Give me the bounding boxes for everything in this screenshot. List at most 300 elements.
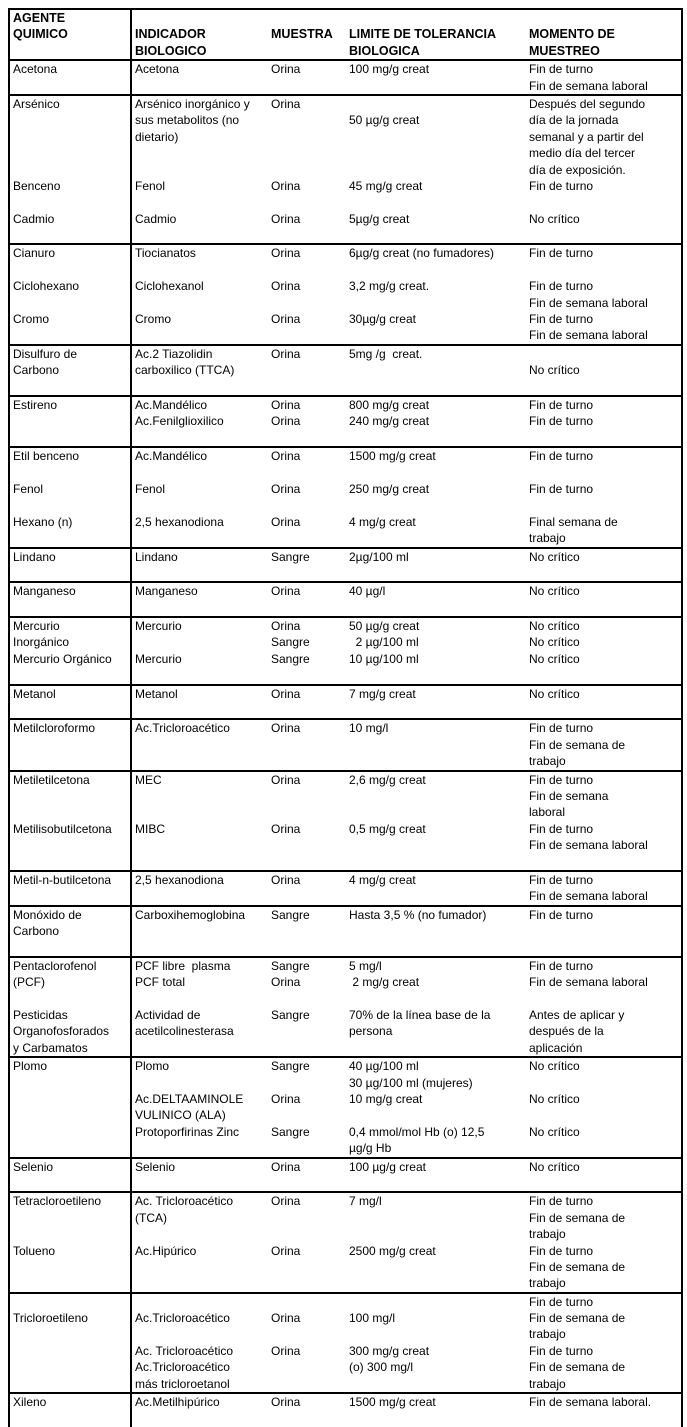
- table-line: [10, 362, 681, 378]
- agente-quimico-cell: [10, 162, 128, 178]
- indicador-biologico-cell: Ac.Tricloroacético: [135, 721, 230, 736]
- table-row-group: [10, 346, 681, 397]
- muestra-cell: [271, 262, 349, 278]
- table-row-group: [10, 686, 681, 721]
- momento-muestreo-cell: Fin de turno: [529, 178, 594, 193]
- limite-tolerancia-cell: [349, 129, 529, 145]
- agente-quimico-cell: Inorgánico: [13, 635, 70, 650]
- agente-quimico-cell: Tricloroetileno: [13, 1311, 88, 1326]
- muestra-cell: [271, 1410, 349, 1426]
- muestra-cell: Orina: [271, 1194, 301, 1209]
- muestra-cell: [271, 854, 349, 870]
- limite-tolerancia-cell: 5µg/g creat: [349, 211, 410, 226]
- muestra-cell: [271, 1175, 349, 1191]
- agente-quimico-cell: Disulfuro de: [13, 346, 78, 361]
- table-line: [10, 872, 681, 888]
- table-line: [10, 686, 681, 702]
- momento-muestreo-cell: laboral: [529, 805, 566, 820]
- limite-tolerancia-cell: 0,5 mg/g creat: [349, 821, 426, 836]
- limite-tolerancia-cell: [349, 1326, 529, 1342]
- table-line: [10, 530, 681, 546]
- limite-tolerancia-cell: [349, 194, 529, 210]
- table-line: [10, 1243, 681, 1259]
- limite-tolerancia-cell: 100 mg/l: [349, 1311, 396, 1326]
- indicador-biologico-cell: 2,5 hexanodiona: [135, 514, 224, 529]
- table-line: [10, 1310, 681, 1326]
- table-line: [10, 1275, 681, 1291]
- table-line: [10, 465, 681, 481]
- indicador-biologico-cell: VULINICO (ALA): [135, 1108, 226, 1123]
- agente-quimico-cell: AGENTE: [13, 11, 66, 25]
- agente-quimico-cell: [10, 788, 128, 804]
- momento-muestreo-cell: Fin de semana de: [529, 1210, 626, 1225]
- muestra-cell: [271, 1294, 349, 1310]
- table-line: [10, 1023, 681, 1039]
- agente-quimico-cell: Hexano (n): [13, 514, 73, 529]
- table-line: [10, 720, 681, 736]
- table-line: [10, 327, 681, 343]
- muestra-cell: [271, 10, 349, 26]
- indicador-biologico-cell: Lindano: [135, 549, 178, 564]
- muestra-cell: [271, 227, 349, 243]
- momento-muestreo-cell: trabajo: [529, 531, 566, 546]
- momento-muestreo-cell: [529, 1410, 675, 1426]
- muestra-cell: Sangre: [271, 651, 310, 666]
- momento-muestreo-cell: día de la jornada: [529, 113, 619, 128]
- indicador-biologico-cell: [130, 888, 271, 904]
- indicador-biologico-cell: Fenol: [135, 178, 166, 193]
- momento-muestreo-cell: No crítico: [529, 549, 580, 564]
- indicador-biologico-cell: MIBC: [135, 821, 165, 836]
- table-line: [10, 211, 681, 227]
- muestra-cell: [271, 1023, 349, 1039]
- muestra-cell: [271, 362, 349, 378]
- indicador-biologico-cell: acetilcolinesterasa: [135, 1024, 234, 1039]
- indicador-biologico-cell: [130, 804, 271, 820]
- limite-tolerancia-cell: (o) 300 mg/l: [349, 1360, 414, 1375]
- table-line: [10, 837, 681, 853]
- limite-tolerancia-cell: 100 mg/g creat: [349, 62, 430, 77]
- momento-muestreo-cell: Fin de semana laboral: [529, 78, 648, 93]
- muestra-cell: [271, 1226, 349, 1242]
- momento-muestreo-cell: Fin de semana de: [529, 737, 626, 752]
- indicador-biologico-cell: Ac.Mandélico: [135, 449, 208, 464]
- agente-quimico-cell: Metil-n-butilcetona: [13, 872, 112, 887]
- table-line: [10, 702, 681, 718]
- momento-muestreo-cell: Fin de semana de: [529, 1311, 626, 1326]
- indicador-biologico-cell: [130, 923, 271, 939]
- indicador-biologico-cell: BIOLOGICO: [135, 43, 207, 58]
- momento-muestreo-cell: después de la: [529, 1024, 604, 1039]
- table-line: [10, 227, 681, 243]
- momento-muestreo-cell: Fin de turno: [529, 279, 594, 294]
- indicador-biologico-cell: 2,5 hexanodiona: [135, 872, 224, 887]
- agente-quimico-cell: [10, 939, 128, 955]
- agente-quimico-cell: [10, 1326, 128, 1342]
- table-line: [10, 430, 681, 446]
- table-row-group: [10, 958, 681, 1058]
- agente-quimico-cell: [10, 78, 128, 94]
- momento-muestreo-cell: [529, 1075, 675, 1091]
- agente-quimico-cell: [10, 430, 128, 446]
- table-line: [10, 1058, 681, 1074]
- table-row-group: [10, 245, 681, 345]
- indicador-biologico-cell: Ac.Tricloroacético: [135, 1360, 230, 1375]
- agente-quimico-cell: Fenol: [13, 481, 44, 496]
- momento-muestreo-cell: [529, 346, 675, 362]
- agente-quimico-cell: [10, 1343, 128, 1359]
- muestra-cell: [271, 497, 349, 513]
- indicador-biologico-cell: Ac.Mandélico: [135, 397, 208, 412]
- limite-tolerancia-cell: Hasta 3,5 % (no fumador): [349, 907, 487, 922]
- momento-muestreo-cell: [529, 565, 675, 581]
- limite-tolerancia-cell: [349, 788, 529, 804]
- indicador-biologico-cell: Plomo: [135, 1059, 170, 1074]
- agente-quimico-cell: [10, 1275, 128, 1291]
- muestra-cell: [271, 430, 349, 446]
- table-line: [10, 974, 681, 990]
- table-line: [10, 1376, 681, 1392]
- muestra-cell: [271, 1359, 349, 1375]
- agente-quimico-cell: Pesticidas: [13, 1008, 68, 1023]
- table-row-group: [10, 583, 681, 618]
- muestra-cell: Orina: [271, 821, 301, 836]
- limite-tolerancia-cell: [349, 804, 529, 820]
- limite-tolerancia-cell: 3,2 mg/g creat.: [349, 279, 430, 294]
- table-line: [10, 1075, 681, 1091]
- indicador-biologico-cell: sus metabolitos (no: [135, 113, 240, 128]
- momento-muestreo-cell: medio día del tercer: [529, 146, 636, 161]
- limite-tolerancia-cell: 5mg /g creat.: [349, 346, 423, 361]
- limite-tolerancia-cell: [349, 991, 529, 1007]
- limite-tolerancia-cell: [349, 162, 529, 178]
- muestra-cell: Orina: [271, 1395, 301, 1410]
- table-line: [10, 737, 681, 753]
- agente-quimico-cell: [10, 227, 128, 243]
- table-line: [10, 1007, 681, 1023]
- muestra-cell: [271, 1259, 349, 1275]
- table-line: [10, 1040, 681, 1056]
- muestra-cell: Orina: [271, 414, 301, 429]
- indicador-biologico-cell: [130, 430, 271, 446]
- table-line: [10, 129, 681, 145]
- agente-quimico-cell: [10, 413, 128, 429]
- agente-quimico-cell: Estireno: [13, 397, 58, 412]
- momento-muestreo-cell: Fin de turno: [529, 449, 594, 464]
- momento-muestreo-cell: Fin de turno: [529, 1243, 594, 1258]
- momento-muestreo-cell: Fin de semana laboral: [529, 295, 648, 310]
- agente-quimico-cell: Monóxido de: [13, 907, 82, 922]
- table-line: [10, 346, 681, 362]
- indicador-biologico-cell: [130, 753, 271, 769]
- table-line: [10, 821, 681, 837]
- muestra-cell: Orina: [271, 1311, 301, 1326]
- indicador-biologico-cell: Protoporfirinas Zinc: [135, 1124, 240, 1139]
- indicador-biologico-cell: dietario): [135, 129, 179, 144]
- muestra-cell: Orina: [271, 721, 301, 736]
- table-line: [10, 1091, 681, 1107]
- agente-quimico-cell: [10, 1294, 128, 1310]
- limite-tolerancia-cell: [349, 1410, 529, 1426]
- muestra-cell: Orina: [271, 1243, 301, 1258]
- muestra-cell: Sangre: [271, 1124, 310, 1139]
- agente-quimico-cell: Lindano: [13, 549, 56, 564]
- momento-muestreo-cell: trabajo: [529, 1227, 566, 1242]
- limite-tolerancia-cell: [349, 854, 529, 870]
- momento-muestreo-cell: Fin de semana laboral: [529, 328, 648, 343]
- momento-muestreo-cell: No crítico: [529, 363, 580, 378]
- limite-tolerancia-cell: persona: [349, 1024, 393, 1039]
- momento-muestreo-cell: Fin de turno: [529, 721, 594, 736]
- momento-muestreo-cell: [529, 600, 675, 616]
- table-row-group: [10, 96, 681, 246]
- muestra-cell: Orina: [271, 211, 301, 226]
- momento-muestreo-cell: Final semana de: [529, 514, 618, 529]
- table-line: [10, 1159, 681, 1175]
- momento-muestreo-cell: Fin de turno: [529, 414, 594, 429]
- table-line: [10, 565, 681, 581]
- indicador-biologico-cell: Selenio: [135, 1159, 176, 1174]
- momento-muestreo-cell: MOMENTO DE: [529, 27, 615, 42]
- indicador-biologico-cell: más tricloroetanol: [135, 1376, 230, 1391]
- agente-quimico-cell: [10, 1259, 128, 1275]
- momento-muestreo-cell: [529, 10, 675, 26]
- limite-tolerancia-cell: [349, 379, 529, 395]
- momento-muestreo-cell: trabajo: [529, 1276, 566, 1291]
- table-line: [10, 481, 681, 497]
- momento-muestreo-cell: semanal y a partir del: [529, 129, 644, 144]
- limite-tolerancia-cell: [349, 667, 529, 683]
- muestra-cell: MUESTRA: [271, 27, 333, 42]
- indicador-biologico-cell: [130, 10, 271, 26]
- muestra-cell: Orina: [271, 62, 301, 77]
- muestra-cell: [271, 923, 349, 939]
- muestra-cell: Orina: [271, 686, 301, 701]
- table-line: [10, 1193, 681, 1209]
- indicador-biologico-cell: Arsénico inorgánico y: [135, 96, 250, 111]
- momento-muestreo-cell: Fin de semana de: [529, 1360, 626, 1375]
- limite-tolerancia-cell: 7 mg/l: [349, 1194, 382, 1209]
- limite-tolerancia-cell: 0,4 mmol/mol Hb (o) 12,5: [349, 1124, 485, 1139]
- indicador-biologico-cell: Ac.Metilhipúrico: [135, 1395, 220, 1410]
- indicador-biologico-cell: [130, 1410, 271, 1426]
- limite-tolerancia-cell: 70% de la línea base de la: [349, 1008, 491, 1023]
- momento-muestreo-cell: Fin de turno: [529, 1294, 594, 1309]
- muestra-cell: [271, 145, 349, 161]
- momento-muestreo-cell: trabajo: [529, 1376, 566, 1391]
- indicador-biologico-cell: Ac.Hipúrico: [135, 1243, 197, 1258]
- table-row-group: [10, 61, 681, 96]
- agente-quimico-cell: Acetona: [13, 62, 58, 77]
- limite-tolerancia-cell: 4 mg/g creat: [349, 872, 416, 887]
- muestra-cell: Sangre: [271, 958, 310, 973]
- table-line: [10, 1226, 681, 1242]
- limite-tolerancia-cell: [349, 1275, 529, 1291]
- limite-tolerancia-cell: [349, 78, 529, 94]
- indicador-biologico-cell: Mercurio: [135, 619, 182, 634]
- agente-quimico-cell: [10, 1376, 128, 1392]
- muestra-cell: [271, 1140, 349, 1156]
- indicador-biologico-cell: [130, 227, 271, 243]
- table-line: [10, 788, 681, 804]
- table-line: [10, 78, 681, 94]
- indicador-biologico-cell: [130, 262, 271, 278]
- table-line: [10, 162, 681, 178]
- table-line: [10, 1124, 681, 1140]
- table-line: [10, 26, 681, 42]
- limite-tolerancia-cell: [349, 96, 529, 112]
- momento-muestreo-cell: Fin de turno: [529, 907, 594, 922]
- agente-quimico-cell: [10, 888, 128, 904]
- limite-tolerancia-cell: [349, 1376, 529, 1392]
- momento-muestreo-cell: [529, 194, 675, 210]
- agente-quimico-cell: Organofosforados: [13, 1024, 110, 1039]
- table-line: [10, 618, 681, 634]
- muestra-cell: Orina: [271, 619, 301, 634]
- table-line: [10, 1294, 681, 1310]
- indicador-biologico-cell: Acetona: [135, 62, 180, 77]
- agente-quimico-cell: [10, 1091, 128, 1107]
- table-line: [10, 1394, 681, 1410]
- indicador-biologico-cell: [130, 737, 271, 753]
- limite-tolerancia-cell: 40 µg/l: [349, 584, 386, 599]
- table-line: [10, 43, 681, 59]
- muestra-cell: Orina: [271, 1092, 301, 1106]
- table-row-group: [10, 1058, 681, 1158]
- agente-quimico-cell: [10, 565, 128, 581]
- muestra-cell: Orina: [271, 481, 301, 496]
- muestra-cell: [271, 327, 349, 343]
- momento-muestreo-cell: Después del segundo: [529, 96, 646, 111]
- table-row-group: [10, 907, 681, 958]
- agente-quimico-cell: Pentaclorofenol: [13, 958, 97, 973]
- limite-tolerancia-cell: 240 mg/g creat: [349, 414, 430, 429]
- momento-muestreo-cell: No crítico: [529, 635, 580, 650]
- limite-tolerancia-cell: 1500 mg/g creat: [349, 449, 436, 464]
- agente-quimico-cell: Xileno: [13, 1395, 47, 1410]
- momento-muestreo-cell: [529, 1175, 675, 1191]
- momento-muestreo-cell: [529, 1107, 675, 1123]
- table-row-group: [10, 1394, 681, 1427]
- indicador-biologico-cell: [130, 837, 271, 853]
- limite-tolerancia-cell: [349, 1294, 529, 1310]
- muestra-cell: Orina: [271, 449, 301, 464]
- table-line: [10, 245, 681, 261]
- muestra-cell: [271, 737, 349, 753]
- momento-muestreo-cell: Fin de turno: [529, 481, 594, 496]
- limite-tolerancia-cell: µg/g Hb: [349, 1141, 392, 1156]
- momento-muestreo-cell: Fin de turno: [529, 821, 594, 836]
- muestra-cell: [271, 295, 349, 311]
- limite-tolerancia-cell: [349, 837, 529, 853]
- table-line: [10, 96, 681, 112]
- muestra-cell: Orina: [271, 312, 301, 327]
- agente-quimico-cell: Manganeso: [13, 584, 76, 599]
- limite-tolerancia-cell: [349, 10, 529, 26]
- momento-muestreo-cell: [529, 465, 675, 481]
- indicador-biologico-cell: carboxilico (TTCA): [135, 363, 235, 378]
- indicador-biologico-cell: Ac.2 Tiazolidin: [135, 346, 213, 361]
- indicador-biologico-cell: Carboxihemoglobina: [135, 907, 246, 922]
- table-row-group: [10, 720, 681, 771]
- momento-muestreo-cell: [529, 262, 675, 278]
- table-line: [10, 1140, 681, 1156]
- indicador-biologico-cell: [130, 939, 271, 955]
- table-line: [10, 667, 681, 683]
- limite-tolerancia-cell: 40 µg/100 ml: [349, 1059, 419, 1074]
- muestra-cell: [271, 129, 349, 145]
- limite-tolerancia-cell: [349, 923, 529, 939]
- agente-quimico-cell: Metanol: [13, 686, 56, 701]
- momento-muestreo-cell: [529, 854, 675, 870]
- agente-quimico-cell: Tetracloroetileno: [13, 1194, 102, 1209]
- limite-tolerancia-cell: 2 mg/g creat: [349, 975, 420, 990]
- indicador-biologico-cell: MEC: [135, 772, 162, 787]
- momento-muestreo-cell: Fin de semana laboral: [529, 838, 648, 853]
- momento-muestreo-cell: [529, 1140, 675, 1156]
- momento-muestreo-cell: [529, 497, 675, 513]
- limite-tolerancia-cell: [349, 1226, 529, 1242]
- agente-quimico-cell: [10, 1107, 128, 1123]
- indicador-biologico-cell: PCF libre plasma: [135, 958, 231, 973]
- indicador-biologico-cell: Actividad de: [135, 1008, 201, 1023]
- table-row-group: [10, 397, 681, 448]
- limite-tolerancia-cell: 5 mg/l: [349, 958, 382, 973]
- table-row-group: [10, 1193, 681, 1293]
- momento-muestreo-cell: día de exposición.: [529, 162, 626, 177]
- limite-tolerancia-cell: BIOLOGICA: [349, 43, 420, 58]
- limite-tolerancia-cell: 7 mg/g creat: [349, 686, 416, 701]
- table-line: [10, 413, 681, 429]
- limite-tolerancia-cell: 4 mg/g creat: [349, 514, 416, 529]
- limite-tolerancia-cell: [349, 753, 529, 769]
- agente-quimico-cell: Arsénico: [13, 96, 60, 111]
- muestra-cell: [271, 600, 349, 616]
- indicador-biologico-cell: [130, 1175, 271, 1191]
- table-line: [10, 295, 681, 311]
- momento-muestreo-cell: No crítico: [529, 1124, 580, 1139]
- muestra-cell: Orina: [271, 1343, 301, 1358]
- muestra-cell: Sangre: [271, 1059, 310, 1074]
- indicador-biologico-cell: Ac.Tricloroacético: [135, 1311, 230, 1326]
- muestra-cell: Orina: [271, 397, 301, 412]
- limite-tolerancia-cell: [349, 362, 529, 378]
- muestra-cell: Orina: [271, 246, 301, 261]
- agente-quimico-cell: [10, 43, 128, 59]
- agente-quimico-cell: [10, 804, 128, 820]
- muestra-cell: [271, 753, 349, 769]
- agente-quimico-cell: Cianuro: [13, 246, 56, 261]
- agente-quimico-cell: [10, 854, 128, 870]
- momento-muestreo-cell: trabajo: [529, 1327, 566, 1342]
- momento-muestreo-cell: [529, 923, 675, 939]
- agente-quimico-cell: [10, 1075, 128, 1091]
- momento-muestreo-cell: aplicación: [529, 1040, 583, 1055]
- limite-tolerancia-cell: 10 mg/l: [349, 721, 389, 736]
- agente-quimico-cell: [10, 667, 128, 683]
- limite-tolerancia-cell: [349, 295, 529, 311]
- muestra-cell: [271, 1107, 349, 1123]
- indicador-biologico-cell: Manganeso: [135, 584, 198, 599]
- momento-muestreo-cell: Fin de turno: [529, 397, 594, 412]
- limite-tolerancia-cell: 250 mg/g creat: [349, 481, 430, 496]
- table-line: [10, 634, 681, 650]
- momento-muestreo-cell: Fin de turno: [529, 1343, 594, 1358]
- agente-quimico-cell: [10, 1140, 128, 1156]
- limite-tolerancia-cell: 6µg/g creat (no fumadores): [349, 246, 494, 261]
- limite-tolerancia-cell: [349, 465, 529, 481]
- indicador-biologico-cell: [130, 1275, 271, 1291]
